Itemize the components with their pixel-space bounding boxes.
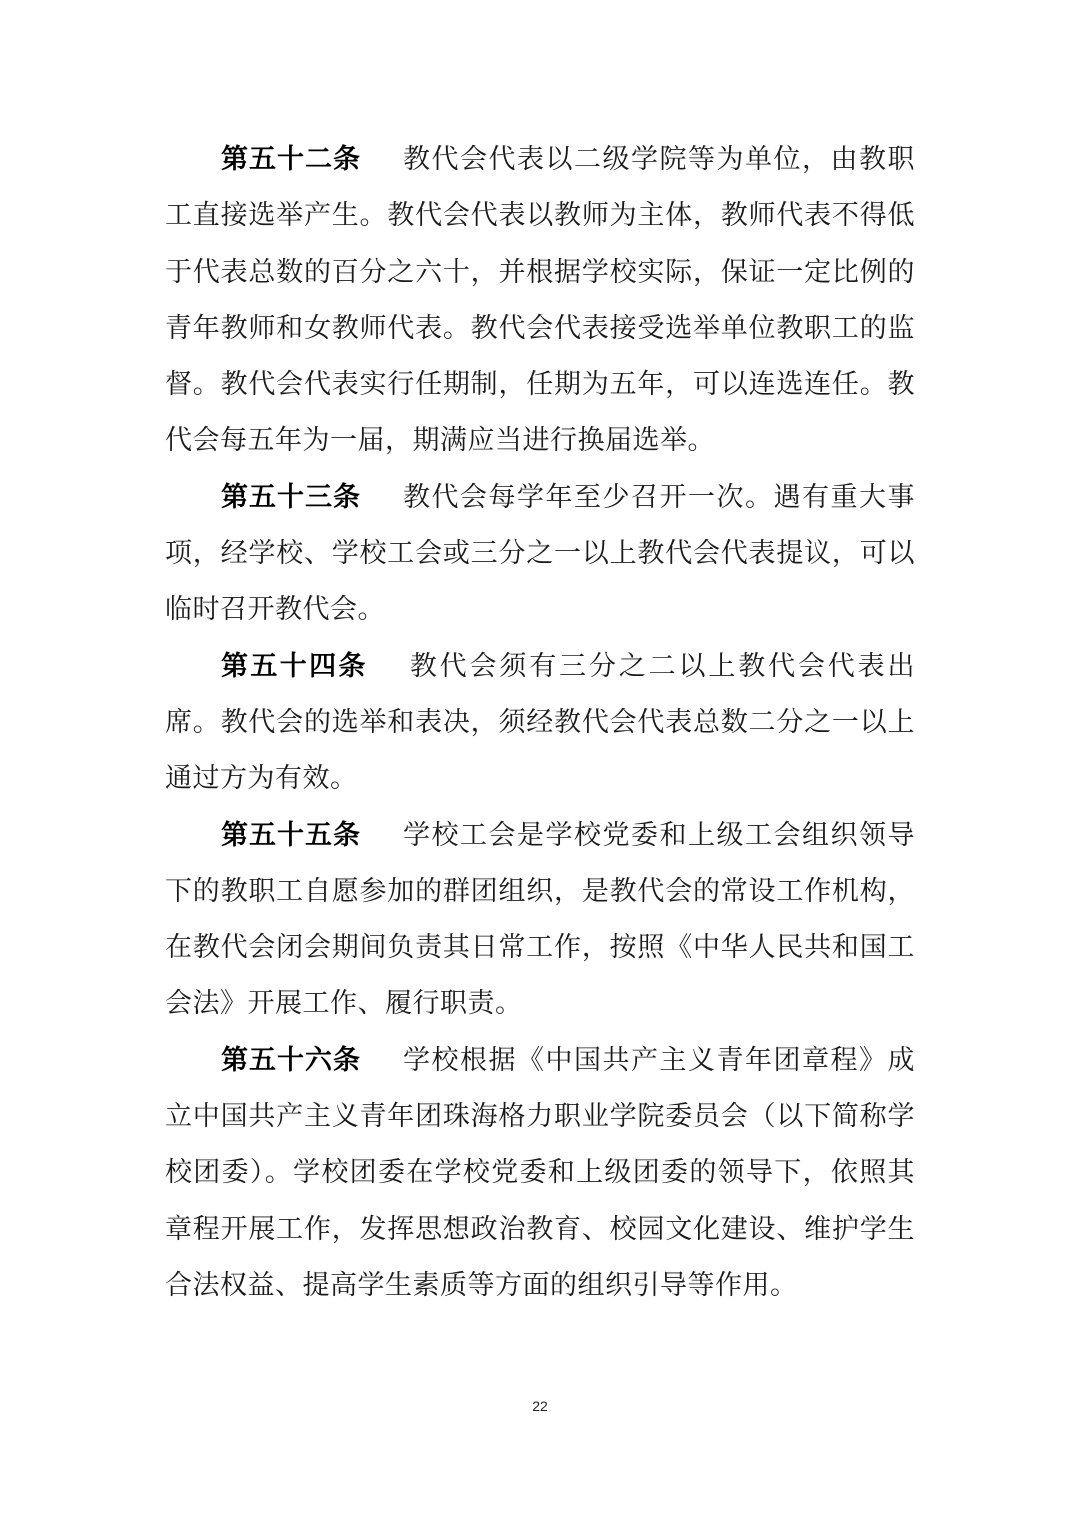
- article-number: 第五十五条: [221, 819, 361, 851]
- article-number: 第五十六条: [221, 1044, 361, 1076]
- article-number: 第五十三条: [221, 481, 361, 513]
- article-53: [165, 470, 915, 639]
- article-55: [165, 808, 915, 1033]
- article-56: [165, 1033, 915, 1314]
- article-text: 教代会须有三分之二以上教代会代表出席。教代会的选举和表决，须经教代会代表总数二分之一以上通过方为有效。: [165, 650, 916, 795]
- article-number: 第五十二条: [221, 144, 361, 175]
- article-text: 教代会代表以二级学院等为单位，由教职工直接选举产生。教代会代表以教师为主体，教师代表不得低于代表总数的百分之六十，并根据学校实际，保证一定比例的青年教师和女教师代表。教代会代表接受选举单位教职工的监督。教代会代表实行任期制，任期为五年，可以连选连任。教代会每五年为一届，期满应当进行换届选举。: [165, 144, 915, 457]
- article-text: 学校工会是学校党委和上级工会组织领导下的教职工自愿参加的群团组织，是教代会的常设工作机构，在教代会闭会期间负责其日常工作，按照《中华人民共和国工会法》开展工作、履行职责。: [165, 819, 915, 1020]
- article-54: [165, 639, 915, 808]
- article-text: 教代会每学年至少召开一次。遇有重大事项，经学校、学校工会或三分之一以上教代会代表提议，可以临时召开教代会。: [165, 481, 915, 626]
- article-52: [165, 132, 915, 470]
- article-number: 第五十四条: [221, 650, 368, 682]
- article-text: 学校根据《中国共产主义青年团章程》成立中国共产主义青年团珠海格力职业学院委员会（以下简称学校团委）。学校团委在学校党委和上级团委的领导下，依照其章程开展工作，发挥思想政治教育、校园文化建设、维护学生合法权益、提高学生素质等方面的组织引导等作用。: [165, 1044, 915, 1301]
- document-body: [165, 132, 915, 1314]
- page-number: 22: [532, 1398, 548, 1414]
